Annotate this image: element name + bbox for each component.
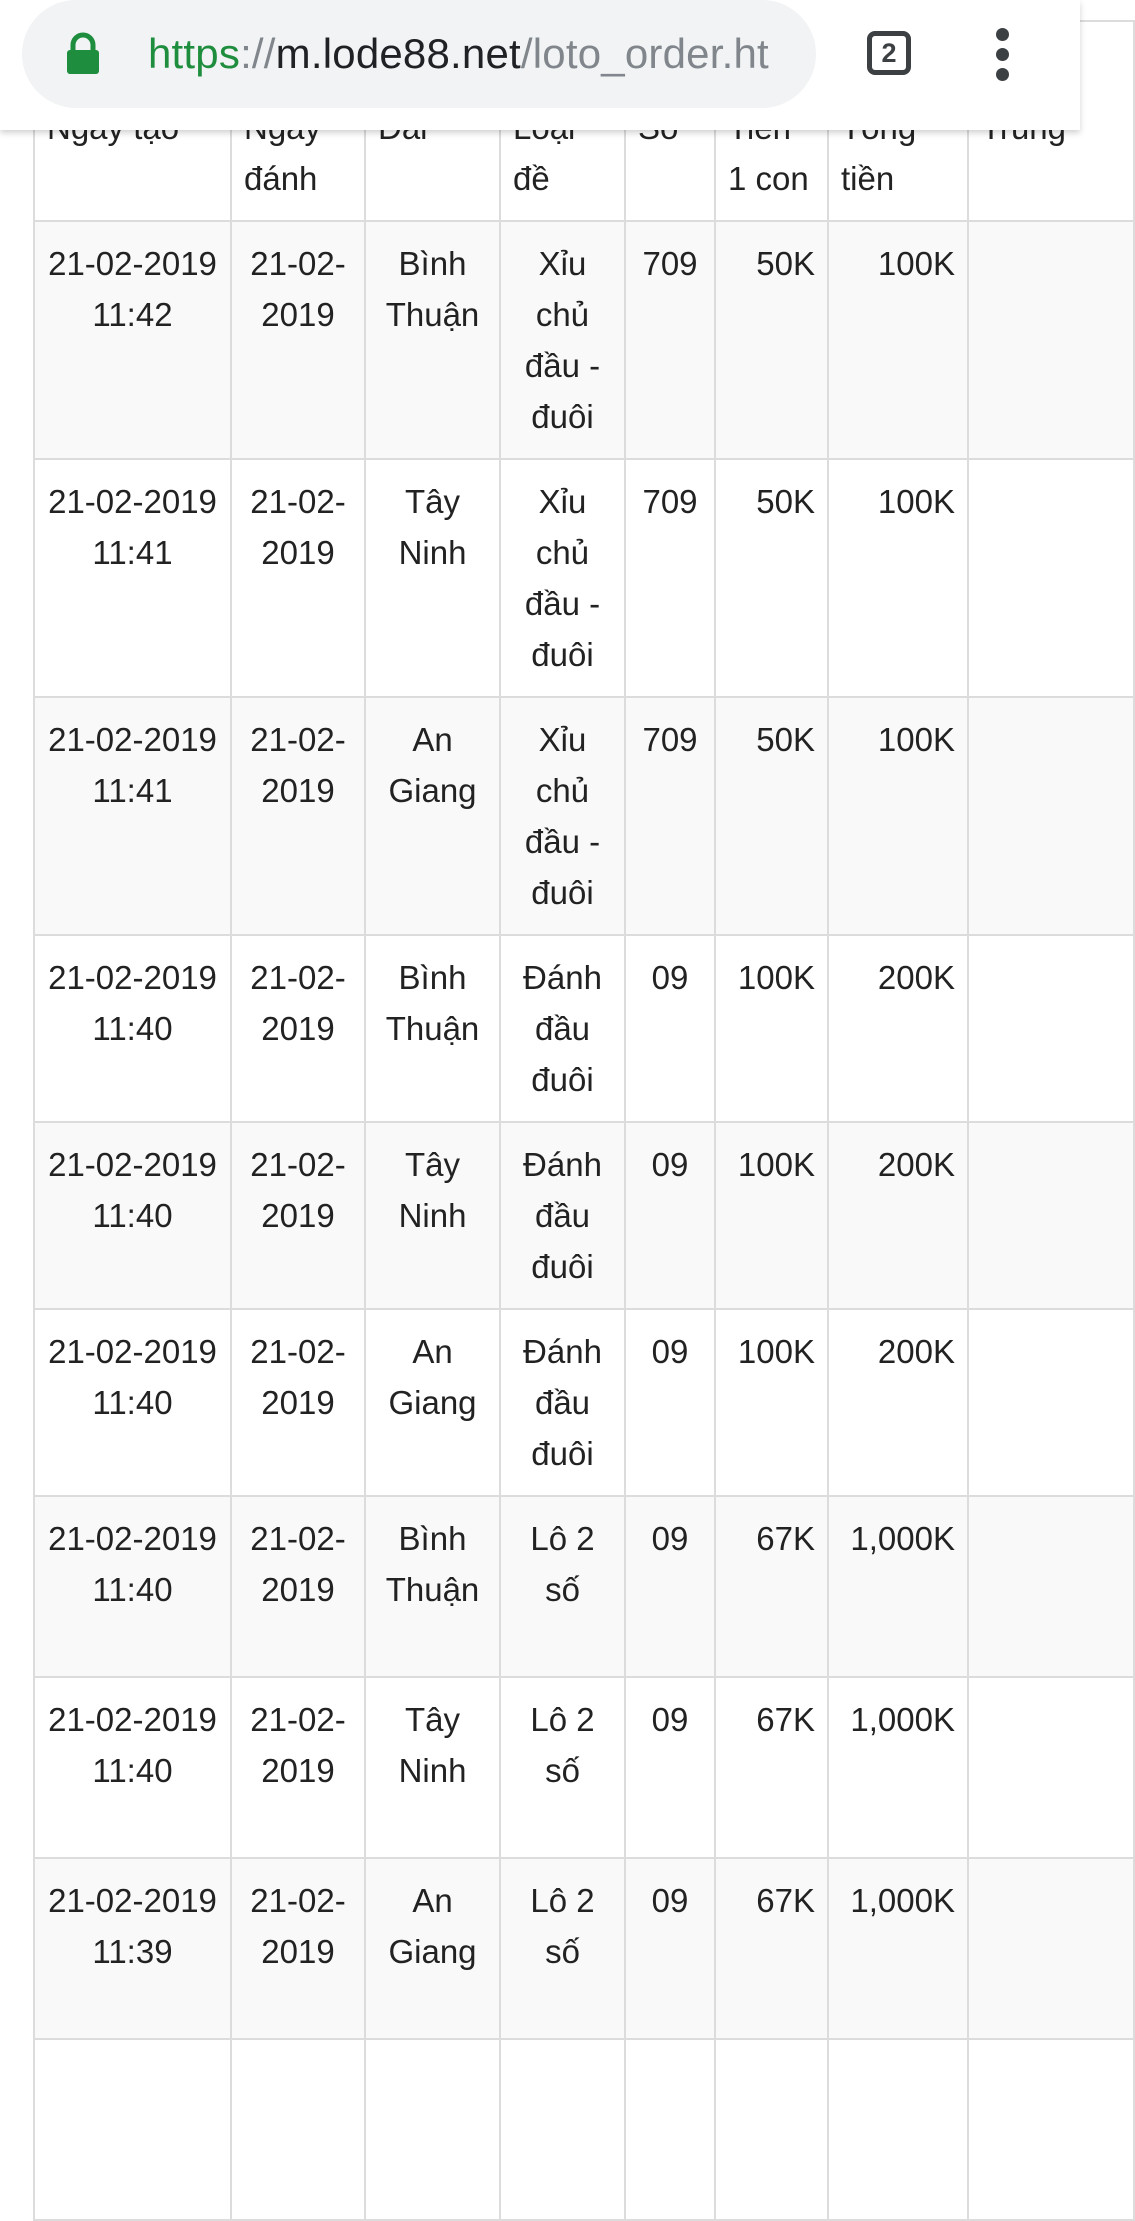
- cell-play-date: 21-02-2019: [231, 221, 365, 459]
- cell-play-date: 21-02-2019: [231, 697, 365, 935]
- table-row: [34, 1858, 1134, 2039]
- header-total-amount[interactable]: tiền: [828, 21, 968, 221]
- address-bar[interactable]: [22, 0, 816, 108]
- header-play-date[interactable]: đánh: [231, 21, 365, 221]
- cell-win: [968, 459, 1134, 697]
- orders-table-container[interactable]: [33, 20, 1040, 2221]
- cell-win: [968, 1122, 1134, 1309]
- cell-number: 09: [625, 935, 715, 1122]
- cell-station: Tây Ninh: [365, 1677, 500, 1858]
- cell-station: [365, 2039, 500, 2220]
- cell-bet-type: Lô 2 số: [500, 1677, 625, 1858]
- cell-created-date: 21-02-2019 11:42: [34, 221, 231, 459]
- cell-created-date: 21-02-2019 11:39: [34, 1858, 231, 2039]
- cell-number: 09: [625, 1858, 715, 2039]
- cell-play-date: [231, 2039, 365, 2220]
- cell-station: An Giang: [365, 697, 500, 935]
- cell-created-date: 21-02-2019 11:40: [34, 1496, 231, 1677]
- cell-created-date: 21-02-2019 11:40: [34, 935, 231, 1122]
- lock-icon: [66, 34, 100, 74]
- cell-total-amount: 200K: [828, 1122, 968, 1309]
- cell-unit-amount: 50K: [715, 221, 828, 459]
- url-path: /loto_order.ht: [520, 30, 769, 77]
- cell-win: [968, 697, 1134, 935]
- cell-unit-amount: 67K: [715, 1858, 828, 2039]
- cell-station: Bình Thuận: [365, 935, 500, 1122]
- cell-unit-amount: 100K: [715, 1122, 828, 1309]
- cell-win: [968, 2039, 1134, 2220]
- cell-unit-amount: 100K: [715, 935, 828, 1122]
- cell-total-amount: 1,000K: [828, 1677, 968, 1858]
- cell-play-date: 21-02-2019: [231, 1677, 365, 1858]
- table-row: [34, 697, 1134, 935]
- url-host: m.lode88.net: [275, 30, 521, 77]
- cell-created-date: 21-02-2019 11:40: [34, 1309, 231, 1496]
- table-row: [34, 459, 1134, 697]
- more-vert-icon[interactable]: [988, 28, 1018, 82]
- cell-win: [968, 1858, 1134, 2039]
- cell-created-date: 21-02-2019 11:41: [34, 697, 231, 935]
- tab-switcher-button[interactable]: 2: [867, 31, 911, 75]
- cell-win: [968, 1677, 1134, 1858]
- cell-play-date: 21-02-2019: [231, 1496, 365, 1677]
- table-row: [34, 1122, 1134, 1309]
- cell-play-date: 21-02-2019: [231, 459, 365, 697]
- cell-station: An Giang: [365, 1309, 500, 1496]
- cell-bet-type: Lô 2 số: [500, 1496, 625, 1677]
- cell-total-amount: 200K: [828, 1309, 968, 1496]
- cell-total-amount: 100K: [828, 459, 968, 697]
- cell-bet-type: Đánh đầu đuôi: [500, 1309, 625, 1496]
- cell-station: Tây Ninh: [365, 1122, 500, 1309]
- cell-bet-type: Xỉu chủ đầu - đuôi: [500, 697, 625, 935]
- table-row: [34, 1309, 1134, 1496]
- cell-total-amount: 1,000K: [828, 1858, 968, 2039]
- cell-total-amount: 100K: [828, 221, 968, 459]
- cell-unit-amount: 50K: [715, 459, 828, 697]
- cell-created-date: 21-02-2019 11:40: [34, 1122, 231, 1309]
- cell-number: 09: [625, 1677, 715, 1858]
- url-separator: ://: [240, 30, 276, 77]
- url-scheme: https: [148, 30, 241, 77]
- table-row: [34, 1496, 1134, 1677]
- cell-created-date: [34, 2039, 231, 2220]
- cell-total-amount: [828, 2039, 968, 2220]
- cell-unit-amount: [715, 2039, 828, 2220]
- cell-total-amount: 100K: [828, 697, 968, 935]
- cell-unit-amount: 67K: [715, 1496, 828, 1677]
- cell-bet-type: [500, 2039, 625, 2220]
- header-bet-type[interactable]: đề: [500, 21, 625, 221]
- cell-bet-type: Lô 2 số: [500, 1858, 625, 2039]
- cell-total-amount: 200K: [828, 935, 968, 1122]
- cell-number: 709: [625, 221, 715, 459]
- cell-bet-type: Đánh đầu đuôi: [500, 935, 625, 1122]
- cell-play-date: 21-02-2019: [231, 1122, 365, 1309]
- cell-bet-type: Xỉu chủ đầu - đuôi: [500, 459, 625, 697]
- cell-number: [625, 2039, 715, 2220]
- cell-unit-amount: 100K: [715, 1309, 828, 1496]
- cell-play-date: 21-02-2019: [231, 1858, 365, 2039]
- cell-win: [968, 1496, 1134, 1677]
- cell-play-date: 21-02-2019: [231, 1309, 365, 1496]
- cell-unit-amount: 50K: [715, 697, 828, 935]
- cell-bet-type: Đánh đầu đuôi: [500, 1122, 625, 1309]
- cell-unit-amount: 67K: [715, 1677, 828, 1858]
- orders-table: [33, 20, 1135, 2221]
- cell-number: 709: [625, 459, 715, 697]
- url-text[interactable]: [148, 24, 769, 84]
- browser-toolbar: [0, 0, 1080, 130]
- cell-created-date: 21-02-2019 11:41: [34, 459, 231, 697]
- cell-station: Bình Thuận: [365, 221, 500, 459]
- table-row: [34, 2039, 1134, 2220]
- cell-number: 709: [625, 697, 715, 935]
- cell-play-date: 21-02-2019: [231, 935, 365, 1122]
- cell-win: [968, 1309, 1134, 1496]
- cell-number: 09: [625, 1122, 715, 1309]
- cell-station: Tây Ninh: [365, 459, 500, 697]
- cell-created-date: 21-02-2019 11:40: [34, 1677, 231, 1858]
- cell-bet-type: Xỉu chủ đầu - đuôi: [500, 221, 625, 459]
- cell-station: Bình Thuận: [365, 1496, 500, 1677]
- cell-number: 09: [625, 1496, 715, 1677]
- cell-number: 09: [625, 1309, 715, 1496]
- table-row: [34, 935, 1134, 1122]
- table-row: [34, 1677, 1134, 1858]
- cell-win: [968, 935, 1134, 1122]
- header-unit-amount[interactable]: 1 con: [715, 21, 828, 221]
- cell-station: An Giang: [365, 1858, 500, 2039]
- cell-total-amount: 1,000K: [828, 1496, 968, 1677]
- table-row: [34, 221, 1134, 459]
- cell-win: [968, 221, 1134, 459]
